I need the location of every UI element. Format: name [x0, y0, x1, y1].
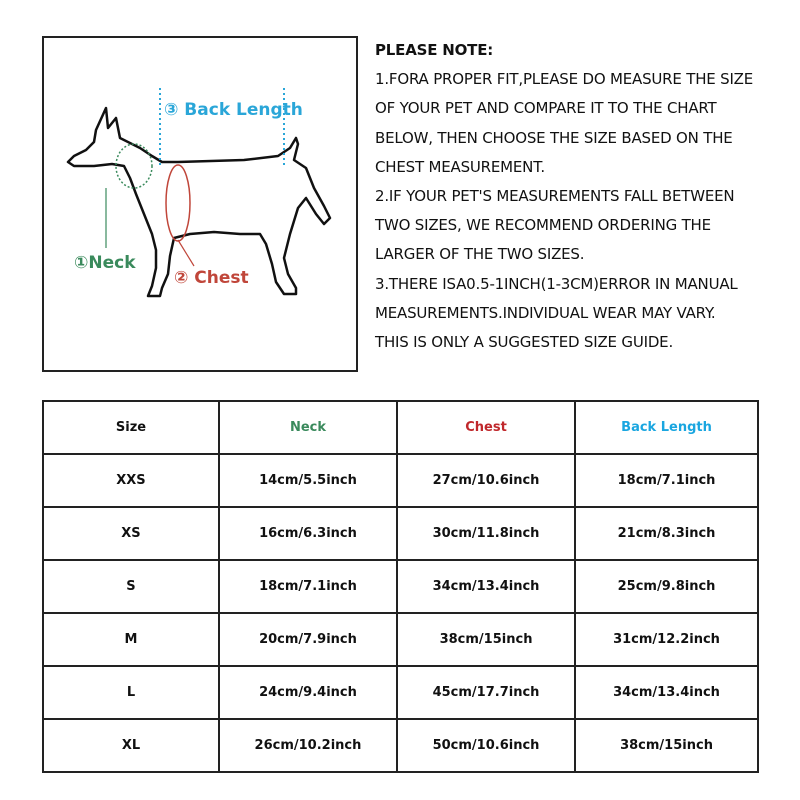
cell-size: S — [43, 560, 219, 613]
neck-label: ①Neck — [74, 253, 136, 273]
note-panel — [375, 36, 785, 357]
cell-size: XL — [43, 719, 219, 772]
note-line: LARGER OF THE TWO SIZES. — [375, 245, 585, 264]
note-line: OF YOUR PET AND COMPARE IT TO THE CHART — [375, 99, 717, 118]
header-back-length: Back Length — [575, 401, 758, 454]
note-line: TWO SIZES, WE RECOMMEND ORDERING THE — [375, 216, 711, 235]
cell-chest: 45cm/17.7inch — [397, 666, 575, 719]
cell-neck: 14cm/5.5inch — [219, 454, 397, 507]
table-header-row — [43, 401, 758, 454]
cell-back-length: 38cm/15inch — [575, 719, 758, 772]
note-line: 3.THERE ISA0.5-1INCH(1-3CM)ERROR IN MANUAL — [375, 274, 738, 293]
cell-size: XS — [43, 507, 219, 560]
table-row — [43, 719, 758, 772]
back-length-label: ③ Back Length — [164, 100, 303, 120]
table-row — [43, 560, 758, 613]
dog-measurement-diagram — [42, 36, 358, 372]
cell-chest: 27cm/10.6inch — [397, 454, 575, 507]
cell-size: L — [43, 666, 219, 719]
table-row — [43, 613, 758, 666]
header-neck: Neck — [219, 401, 397, 454]
cell-neck: 24cm/9.4inch — [219, 666, 397, 719]
note-title: PLEASE NOTE: — [375, 41, 494, 59]
note-line: MEASUREMENTS.INDIVIDUAL WEAR MAY VARY. — [375, 303, 716, 322]
table-row — [43, 666, 758, 719]
cell-chest: 34cm/13.4inch — [397, 560, 575, 613]
cell-neck: 20cm/7.9inch — [219, 613, 397, 666]
cell-back-length: 21cm/8.3inch — [575, 507, 758, 560]
header-chest: Chest — [397, 401, 575, 454]
cell-size: XXS — [43, 454, 219, 507]
note-line: 2.IF YOUR PET'S MEASUREMENTS FALL BETWEEN — [375, 187, 735, 206]
chest-label: ② Chest — [174, 268, 249, 288]
cell-neck: 26cm/10.2inch — [219, 719, 397, 772]
cell-size: M — [43, 613, 219, 666]
cell-neck: 16cm/6.3inch — [219, 507, 397, 560]
dog-silhouette-icon — [44, 38, 356, 370]
cell-back-length: 34cm/13.4inch — [575, 666, 758, 719]
note-line: THIS IS ONLY A SUGGESTED SIZE GUIDE. — [375, 333, 674, 352]
cell-back-length: 18cm/7.1inch — [575, 454, 758, 507]
note-line: 1.FORA PROPER FIT,PLEASE DO MEASURE THE SIZE — [375, 70, 754, 89]
note-line: BELOW, THEN CHOOSE THE SIZE BASED ON THE — [375, 128, 733, 147]
note-line: CHEST MEASUREMENT. — [375, 157, 545, 176]
table-row — [43, 454, 758, 507]
cell-neck: 18cm/7.1inch — [219, 560, 397, 613]
cell-back-length: 31cm/12.2inch — [575, 613, 758, 666]
header-size: Size — [43, 401, 219, 454]
cell-back-length: 25cm/9.8inch — [575, 560, 758, 613]
cell-chest: 50cm/10.6inch — [397, 719, 575, 772]
size-chart-table — [42, 400, 759, 773]
table-row — [43, 507, 758, 560]
cell-chest: 38cm/15inch — [397, 613, 575, 666]
cell-chest: 30cm/11.8inch — [397, 507, 575, 560]
